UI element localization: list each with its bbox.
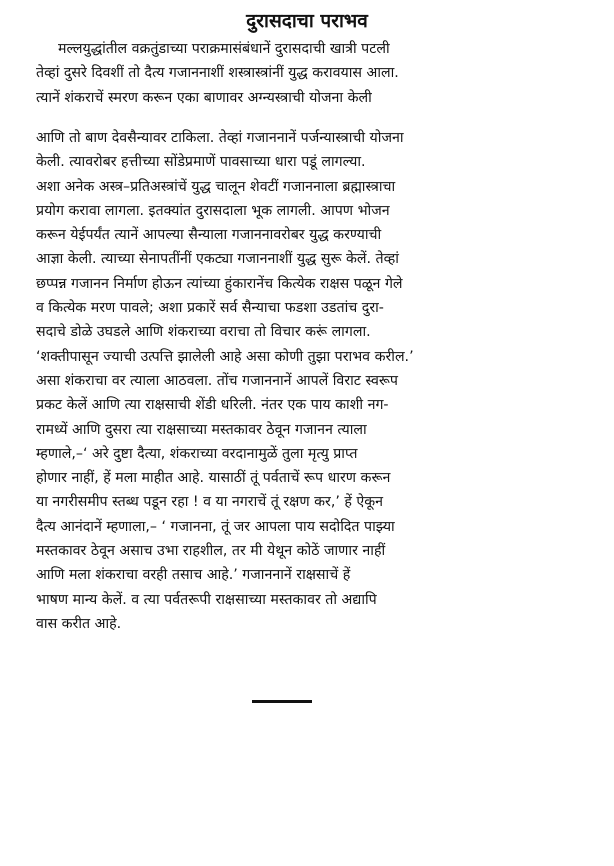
text-line: व कित्येक मरण पावले; अशा प्रकारें सर्व सैन्याचा फडशा उडतांच दुरा- — [36, 300, 384, 317]
text-line: तेव्हां दुसरे दिवशीं तो दैत्य गजाननाशीं शस्त्रास्त्रांनीं युद्ध करावयास आला. — [36, 65, 399, 82]
text-line: रामध्यें आणि दुसरा त्या राक्षसाच्या मस्तकावर ठेवून गजानन त्याला — [36, 421, 367, 438]
text-line — [36, 636, 576, 660]
text-line: अशा अनेक अस्त्र–प्रतिअस्त्रांचें युद्ध चालून शेवटीं गजाननाला ब्रह्मास्त्राचा — [36, 178, 396, 195]
text-line: आणि तो बाण देवसैन्यावर टाकिला. तेव्हां गजाननानें पर्जन्यास्त्राची योजना — [36, 130, 404, 146]
section-divider — [252, 700, 312, 703]
paragraph-2 — [36, 126, 576, 661]
text-line: मल्लयुद्धांतील वक्रतुंडाच्या पराक्रमासंबंधानें दुरासदाची खात्री पटली — [58, 41, 390, 57]
text-line: सदाचे डोळे उघडले आणि शंकराच्या वराचा तो विचार करूं लागला. — [36, 324, 371, 341]
text-line: करून येईपर्यंत त्यानें आपल्या सैन्याला गजाननावरोबर युद्ध करण्याची — [36, 227, 382, 244]
text-line: वास करीत आहे. — [36, 615, 122, 632]
text-line: प्रयोग करावा लागला. इतक्यांत दुरासदाला भूक लागली. आपण भोजन — [36, 202, 390, 219]
text-line: या नगरीसमीप स्तब्ध पडून रहा ! व या नगराचें तूं रक्षण कर,’ हें ऐकून — [36, 494, 384, 511]
text-line: प्रकट केलें आणि त्या राक्षसाची शेंडी धरिली. नंतर एक पाय काशी नग- — [36, 397, 389, 414]
paragraph-1 — [36, 37, 576, 110]
text-line: होणार नाहीं, हें मला माहीत आहे. यासाठीं तूं पर्वताचें रूप धारण करून — [36, 470, 391, 487]
text-line: म्हणाले,–‘ अरे दुष्टा दैत्या, शंकराच्या वरदानामुळें तुला मृत्यु प्राप्त — [36, 445, 358, 462]
text-line: आणि मला शंकराचा वरही तसाच आहे.’ गजाननानें राक्षसाचें हें — [36, 567, 351, 584]
page-title: दुरासदाचा पराभव — [246, 10, 368, 32]
text-line: केली. त्यावरोबर हत्तीच्या सोंडेप्रमाणें पावसाच्या धारा पडूं लागल्या. — [36, 154, 366, 171]
text-line: ‘शक्तीपासून ज्याची उत्पत्ति झालेली आहे असा कोणी तुझा पराभव करील.’ — [36, 348, 414, 365]
text-line: छप्पन्न गजानन निर्माण होऊन त्यांच्या हुंकारानेंच कित्येक राक्षस पळून गेले — [36, 275, 403, 292]
text-line: मस्तकावर ठेवून असाच उभा राहशील, तर मी येथून कोठें जाणार नाहीं — [36, 543, 386, 560]
text-line: त्यानें शंकराचें स्मरण करून एका बाणावर अग्न्यस्त्राची योजना केली — [36, 89, 372, 106]
text-line: असा शंकराचा वर त्याला आठवला. तोंच गजाननानें आपलें विराट स्वरूप — [36, 372, 398, 389]
text-line: दैत्य आनंदानें म्हणाला,– ‘ गजानना, तूं जर आपला पाय सदोदित पाझ्या — [36, 518, 395, 535]
text-line: आज्ञा केली. त्याच्या सेनापतींनीं एकट्या गजाननाशीं युद्ध सुरू केलें. तेव्हां — [36, 251, 399, 268]
text-line: भाषण मान्य केलें. व त्या पर्वतरूपी राक्षसाच्या मस्तकावर तो अद्यापि — [36, 591, 377, 608]
